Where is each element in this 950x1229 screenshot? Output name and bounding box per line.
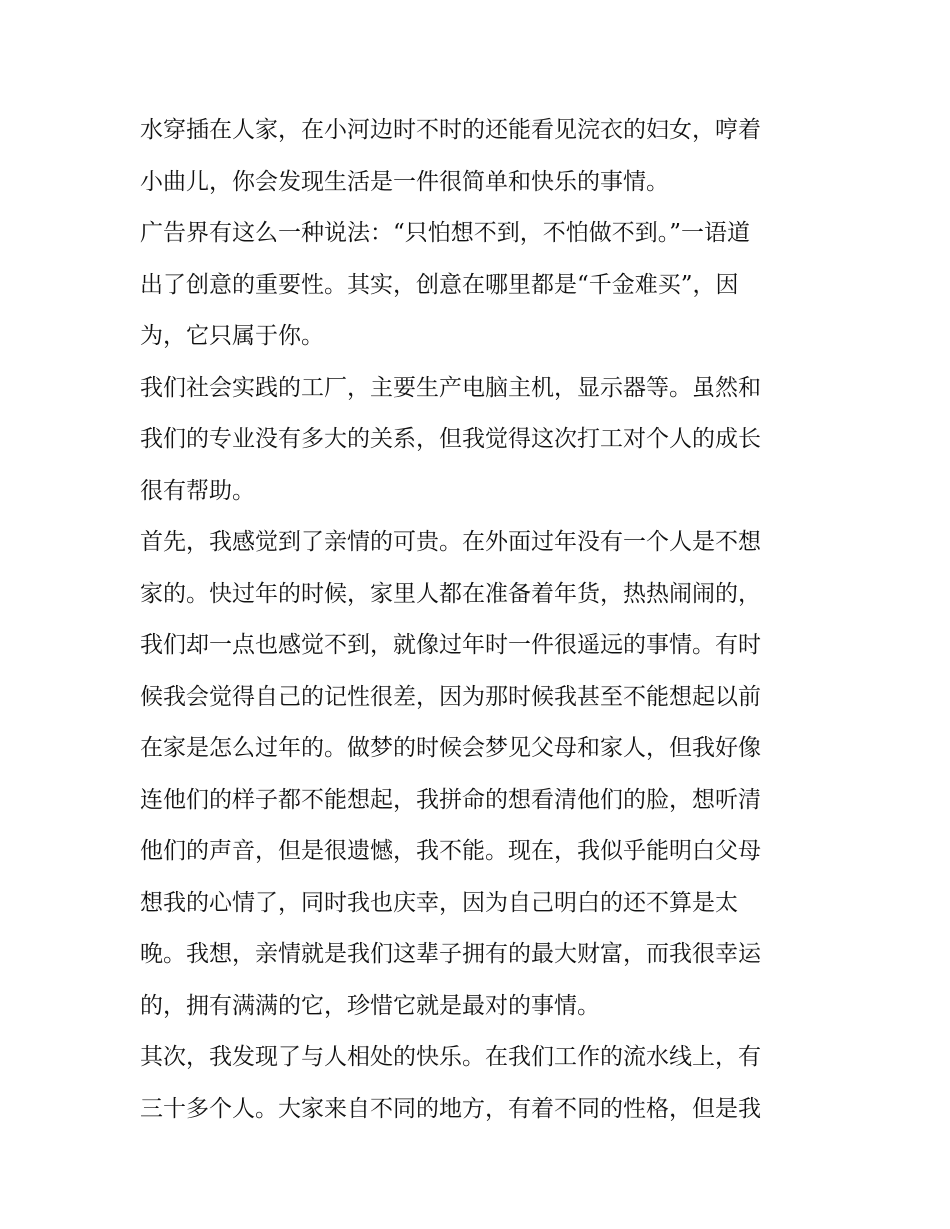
text-line: 我们社会实践的工厂，主要生产电脑主机，显示器等。虽然和	[140, 374, 761, 401]
document-body	[140, 105, 820, 1135]
text-line: 很有帮助。	[140, 477, 255, 504]
text-line: 出了创意的重要性。其实，创意在哪里都是“千金难买”，因	[140, 271, 739, 298]
text-line: 家的。快过年的时候，家里人都在准备着年货，热热闹闹的，	[140, 580, 761, 607]
text-line: 首先，我感觉到了亲情的可贵。在外面过年没有一个人是不想	[140, 529, 761, 555]
text-line: 在家是怎么过年的。做梦的时候会梦见父母和家人，但我好像	[140, 735, 761, 761]
text-line: 连他们的样子都不能想起，我拼命的想看清他们的脸，想听清	[140, 786, 761, 813]
text-line: 我们的专业没有多大的关系，但我觉得这次打工对个人的成长	[140, 426, 761, 452]
text-line: 为，它只属于你。	[140, 323, 324, 349]
text-line: 他们的声音，但是很遗憾，我不能。现在，我似乎能明白父母	[140, 838, 761, 864]
text-line: 三十多个人。大家来自不同的地方，有着不同的性格，但是我	[140, 1095, 761, 1122]
text-line: 晚。我想，亲情就是我们这辈子拥有的最大财富，而我很幸运	[140, 941, 761, 967]
text-line: 想我的心情了，同时我也庆幸，因为自己明白的还不算是太	[140, 889, 738, 916]
text-line: 广告界有这么一种说法：“只怕想不到，不怕做不到。”一语道	[140, 220, 751, 246]
text-line: 的，拥有满满的它，珍惜它就是最对的事情。	[140, 992, 600, 1019]
text-line: 小曲儿，你会发现生活是一件很简单和快乐的事情。	[140, 168, 669, 195]
text-line: 候我会觉得自己的记性很差，因为那时候我甚至不能想起以前	[140, 683, 761, 710]
text-line: 我们却一点也感觉不到，就像过年时一件很遥远的事情。有时	[140, 632, 761, 658]
text-line: 其次，我发现了与人相处的快乐。在我们工作的流水线上，有	[140, 1044, 761, 1070]
text-line: 水穿插在人家，在小河边时不时的还能看见浣衣的妇女，哼着	[140, 117, 761, 143]
